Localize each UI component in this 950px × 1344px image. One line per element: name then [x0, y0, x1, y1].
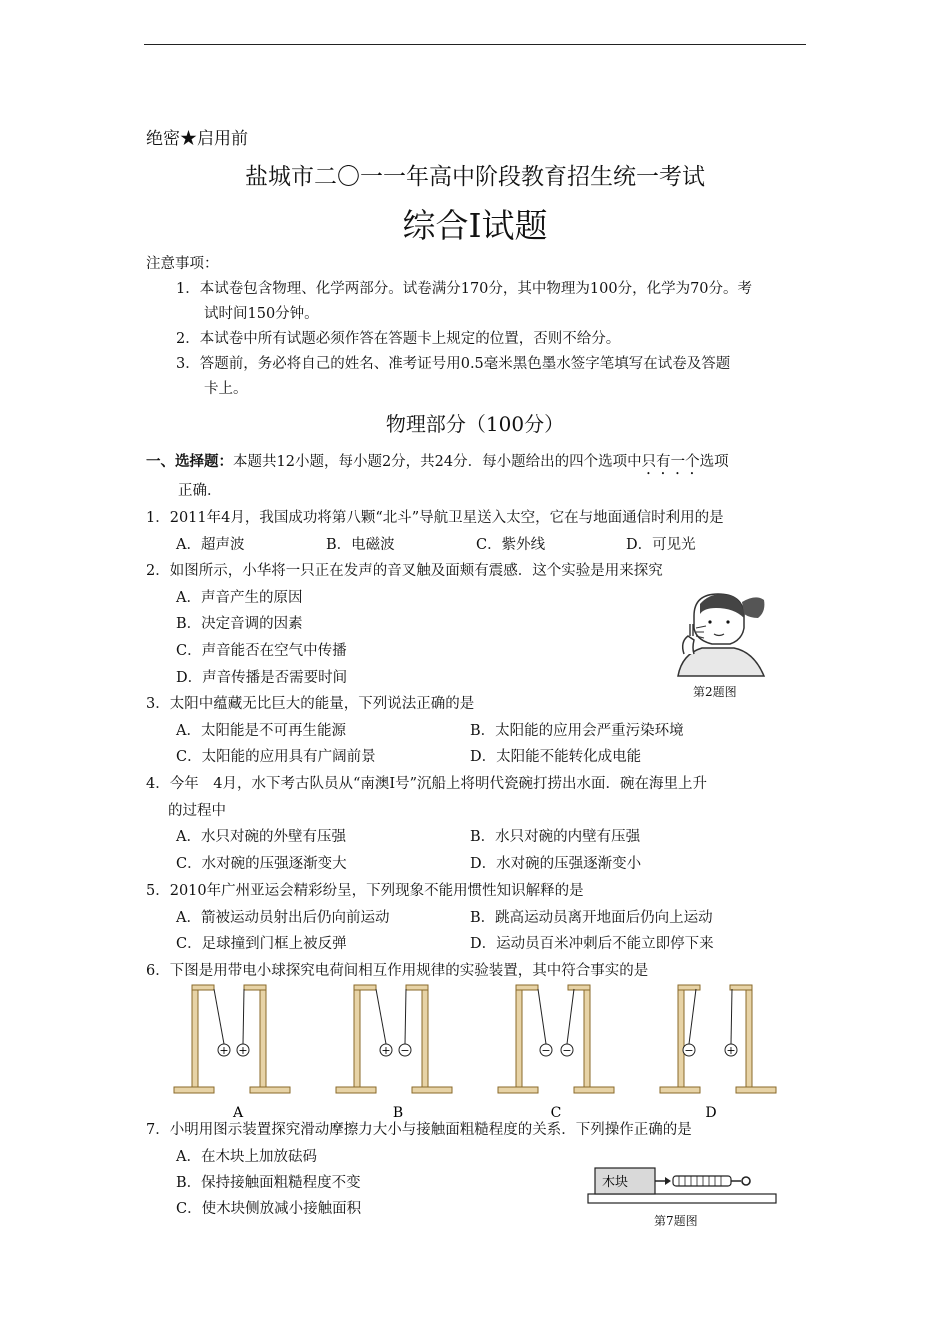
q6-apparatus-b: [336, 985, 452, 1120]
q7-option-a: A．在木块上加放砝码: [176, 1149, 317, 1165]
part1-text: 本题共12小题，每小题2分，共24分．每小题给出的四个选项中: [233, 454, 642, 470]
q6-apparatus-d: [660, 985, 776, 1120]
note-2: 2．本试卷中所有试题必须作答在答题卡上规定的位置，否则不给分。: [176, 331, 621, 347]
q5-option-d: D．运动员百米冲刺后不能立即停下来: [470, 936, 714, 952]
part1-emphasis: 只有一个: [641, 454, 700, 470]
part1-text-after: 选项: [699, 454, 729, 470]
q6-charged-ball-apparatus: [170, 983, 800, 1120]
q2-option-d: D．声音传播是否需要时间: [176, 670, 348, 686]
section-title: 物理部分（100分）: [385, 412, 565, 436]
note-1: 1．本试卷包含物理、化学两部分。试卷满分170分，其中物理为100分，化学为70分。考: [176, 281, 753, 297]
q1-option-a: A．超声波: [176, 537, 245, 553]
q2-option-c: C．声音能否在空气中传播: [176, 643, 347, 659]
q2-option-b: B．决定音调的因素: [176, 616, 303, 632]
q2-stem: 2．如图所示，小华将一只正在发声的音叉触及面颊有震感．这个实验是用来探究: [146, 563, 663, 579]
header-rule: [144, 44, 806, 45]
q7-board: [588, 1194, 776, 1203]
q6-a-right-charge: +: [238, 1044, 248, 1057]
q4-stem: 4．今年 4月，水下考古队员从“南澳Ⅰ号”沉船上将明代瓷碗打捞出水面．碗在海里上升: [146, 776, 708, 792]
q3-option-a: A．太阳能是不可再生能源: [176, 723, 346, 739]
q1-option-b: B．电磁波: [326, 537, 395, 553]
q6-d-left-charge: −: [684, 1044, 694, 1057]
q3-option-c: C．太阳能的应用具有广阔前景: [176, 749, 376, 765]
spring-scale-icon: [673, 1176, 731, 1186]
exam-title: 盐城市二〇一一年高中阶段教育招生统一考试: [245, 164, 705, 190]
q4-option-b: B．水只对碗的内壁有压强: [470, 829, 641, 845]
q3-option-d: D．太阳能不能转化成电能: [470, 749, 642, 765]
notes-heading: 注意事项：: [146, 256, 219, 272]
q4-option-a: A．水只对碗的外壁有压强: [176, 829, 346, 845]
note-1-cont: 试时间150分钟。: [204, 306, 319, 322]
q1-option-d: D．可见光: [626, 537, 696, 553]
girl-tuning-fork-illustration: [672, 588, 772, 682]
q7-option-c: C．使木块侧放减小接触面积: [176, 1201, 362, 1217]
q5-option-c: C．足球撞到门框上被反弹: [176, 936, 347, 952]
q6-b-right-charge: −: [400, 1044, 410, 1057]
q6-label-c: C: [550, 1105, 562, 1120]
q6-stem: 6．下图是用带电小球探究电荷间相互作用规律的实验装置，其中符合事实的是: [146, 963, 649, 979]
q7-stem: 7．小明用图示装置探究滑动摩擦力大小与接触面粗糙程度的关系．下列操作正确的是: [146, 1122, 692, 1138]
exam-subtitle: 综合Ⅰ试题: [402, 206, 548, 245]
q6-c-left-charge: −: [541, 1044, 551, 1057]
q6-label-a: A: [232, 1105, 244, 1120]
q7-figure-caption: 第7题图: [654, 1214, 698, 1228]
q6-apparatus-a: [174, 985, 290, 1120]
q3-option-b: B．太阳能的应用会严重污染环境: [470, 723, 684, 739]
q6-d-right-charge: +: [726, 1044, 736, 1057]
q7-option-b: B．保持接触面粗糙程度不变: [176, 1175, 361, 1191]
q6-label-d: D: [705, 1105, 717, 1120]
note-3-cont: 卡上。: [204, 381, 248, 397]
q6-b-left-charge: +: [381, 1044, 391, 1057]
q1-option-c: C．紫外线: [476, 537, 546, 553]
q6-a-left-charge: +: [219, 1044, 229, 1057]
q5-option-a: A．箭被运动员射出后仍向前运动: [176, 910, 390, 926]
secret-mark: 绝密★启用前: [146, 129, 248, 149]
q6-c-right-charge: −: [562, 1044, 572, 1057]
q7-friction-apparatus: [585, 1160, 780, 1210]
q6-apparatus-c: [498, 985, 614, 1120]
q4-option-d: D．水对碗的压强逐渐变小: [470, 856, 642, 872]
note-3: 3．答题前，务必将自己的姓名、准考证号用0.5毫米黑色墨水签字笔填写在试卷及答题: [176, 356, 731, 372]
q5-option-b: B．跳高运动员离开地面后仍向上运动: [470, 910, 713, 926]
q7-block-label: 木块: [601, 1175, 629, 1190]
part1-intro: [146, 450, 729, 478]
q1-stem: 1．2011年4月，我国成功将第八颗“北斗”导航卫星送入太空，它在与地面通信时利用的是: [146, 510, 724, 526]
q4-option-c: C．水对碗的压强逐渐变大: [176, 856, 347, 872]
part1-line2: 正确．: [178, 483, 222, 499]
q2-option-a: A．声音产生的原因: [176, 590, 303, 606]
q5-stem: 5．2010年广州亚运会精彩纷呈，下列现象不能用惯性知识解释的是: [146, 883, 584, 899]
q4-stem-cont: 的过程中: [168, 803, 226, 819]
q2-figure-caption: 第2题图: [693, 685, 737, 699]
q3-stem: 3．太阳中蕴藏无比巨大的能量，下列说法正确的是: [146, 696, 475, 712]
q6-label-b: B: [392, 1105, 404, 1120]
part1-label: 一、选择题：: [146, 453, 233, 470]
